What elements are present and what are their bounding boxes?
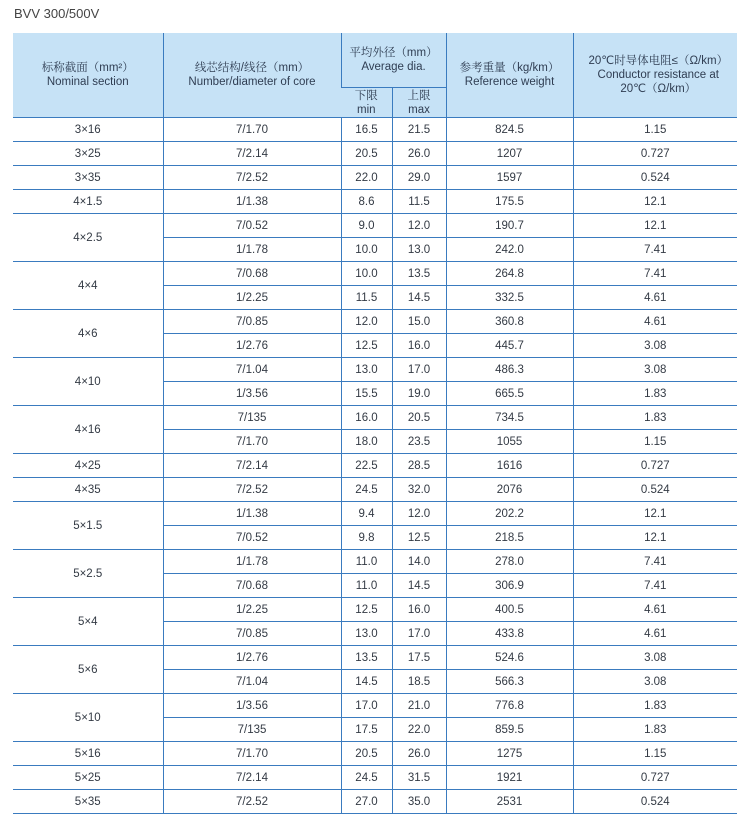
cell-weight: 306.9: [446, 574, 573, 598]
cell-max: 16.0: [392, 598, 446, 622]
cell-max: 13.5: [392, 262, 446, 286]
cell-resistance: 1.83: [573, 718, 737, 742]
cell-resistance: 1.83: [573, 406, 737, 430]
cell-max: 17.0: [392, 622, 446, 646]
table-row: [13, 742, 737, 766]
table-row: [13, 214, 737, 238]
table-row: [13, 454, 737, 478]
cell-weight: 218.5: [446, 526, 573, 550]
cell-min: 24.5: [341, 478, 392, 502]
cell-min: 11.5: [341, 286, 392, 310]
cell-core: 1/1.38: [163, 190, 341, 214]
cell-max: 35.0: [392, 790, 446, 814]
table-row: [13, 142, 737, 166]
cell-max: 14.5: [392, 574, 446, 598]
cell-core: 7/0.68: [163, 262, 341, 286]
cell-nominal-section: 4×2.5: [13, 214, 163, 262]
cell-core: 7/0.52: [163, 526, 341, 550]
cell-core: 1/3.56: [163, 382, 341, 406]
table-row: [13, 646, 737, 670]
cell-max: 22.0: [392, 718, 446, 742]
header-max-cn: 上限: [407, 89, 431, 102]
cell-resistance: 3.08: [573, 646, 737, 670]
cell-weight: 776.8: [446, 694, 573, 718]
cell-weight: 2531: [446, 790, 573, 814]
cell-min: 14.5: [341, 670, 392, 694]
header-resistance-en-2: 20℃（Ω/km）: [620, 83, 697, 95]
header-average-dia: [341, 33, 446, 88]
cell-resistance: 3.08: [573, 670, 737, 694]
cell-weight: 566.3: [446, 670, 573, 694]
cell-resistance: 7.41: [573, 262, 737, 286]
cell-max: 32.0: [392, 478, 446, 502]
cell-nominal-section: 4×35: [13, 478, 163, 502]
header-nominal-section-en: Nominal section: [46, 76, 129, 88]
cell-resistance: 1.83: [573, 382, 737, 406]
cell-nominal-section: 5×10: [13, 694, 163, 742]
header-max-en: max: [408, 103, 430, 116]
header-average-dia-cn: 平均外径（mm）: [349, 47, 438, 59]
cell-resistance: 3.08: [573, 358, 737, 382]
cell-min: 11.0: [341, 574, 392, 598]
cell-max: 12.5: [392, 526, 446, 550]
table-row: [13, 358, 737, 382]
header-conductor-resistance: [573, 33, 737, 118]
table-row: [13, 406, 737, 430]
cell-resistance: 4.61: [573, 286, 737, 310]
cell-weight: 1055: [446, 430, 573, 454]
cell-max: 21.5: [392, 118, 446, 142]
cell-resistance: 12.1: [573, 214, 737, 238]
cell-core: 7/1.70: [163, 430, 341, 454]
cell-core: 1/1.38: [163, 502, 341, 526]
cell-nominal-section: 5×25: [13, 766, 163, 790]
cell-nominal-section: 3×35: [13, 166, 163, 190]
cell-resistance: 12.1: [573, 502, 737, 526]
table-row: [13, 550, 737, 574]
table-row: [13, 478, 737, 502]
cell-max: 11.5: [392, 190, 446, 214]
cell-max: 31.5: [392, 766, 446, 790]
cell-max: 16.0: [392, 334, 446, 358]
header-core-cn: 线芯结构/线径（mm）: [194, 62, 310, 74]
cell-nominal-section: 5×2.5: [13, 550, 163, 598]
cell-resistance: 1.15: [573, 430, 737, 454]
cell-max: 20.5: [392, 406, 446, 430]
cell-resistance: 12.1: [573, 526, 737, 550]
cell-weight: 264.8: [446, 262, 573, 286]
cell-resistance: 0.524: [573, 790, 737, 814]
cell-weight: 278.0: [446, 550, 573, 574]
cell-min: 17.0: [341, 694, 392, 718]
cell-resistance: 7.41: [573, 574, 737, 598]
cell-min: 9.0: [341, 214, 392, 238]
cell-core: 1/2.25: [163, 286, 341, 310]
cell-min: 10.0: [341, 262, 392, 286]
cell-weight: 1616: [446, 454, 573, 478]
cell-resistance: 12.1: [573, 190, 737, 214]
table-row: [13, 310, 737, 334]
spec-table-body: [13, 118, 737, 814]
cell-resistance: 1.83: [573, 694, 737, 718]
cell-weight: 824.5: [446, 118, 573, 142]
header-resistance-en-1: Conductor resistance at: [597, 69, 719, 81]
table-row: [13, 694, 737, 718]
header-resistance-cn: 20℃时导体电阻≤（Ω/km）: [588, 55, 729, 67]
cell-core: 7/1.04: [163, 670, 341, 694]
cell-weight: 190.7: [446, 214, 573, 238]
cell-max: 26.0: [392, 742, 446, 766]
cell-weight: 433.8: [446, 622, 573, 646]
cell-min: 13.0: [341, 622, 392, 646]
cell-max: 23.5: [392, 430, 446, 454]
cell-min: 13.0: [341, 358, 392, 382]
cell-nominal-section: 4×16: [13, 406, 163, 454]
cell-min: 11.0: [341, 550, 392, 574]
cell-min: 16.5: [341, 118, 392, 142]
cell-resistance: 3.08: [573, 334, 737, 358]
cell-core: 1/1.78: [163, 550, 341, 574]
header-nominal-section-cn: 标称截面（mm²）: [41, 62, 134, 74]
cell-resistance: 0.727: [573, 142, 737, 166]
cell-weight: 734.5: [446, 406, 573, 430]
cell-min: 16.0: [341, 406, 392, 430]
cell-core: 7/2.14: [163, 766, 341, 790]
cell-nominal-section: 5×35: [13, 790, 163, 814]
cell-core: 7/0.85: [163, 622, 341, 646]
cell-core: 7/0.85: [163, 310, 341, 334]
cell-min: 24.5: [341, 766, 392, 790]
cell-max: 12.0: [392, 214, 446, 238]
cell-max: 28.5: [392, 454, 446, 478]
cell-core: 7/2.14: [163, 142, 341, 166]
header-average-dia-en: Average dia.: [361, 61, 426, 73]
table-row: [13, 766, 737, 790]
cell-resistance: 1.15: [573, 118, 737, 142]
cell-resistance: 1.15: [573, 742, 737, 766]
table-row: [13, 598, 737, 622]
cell-min: 9.8: [341, 526, 392, 550]
header-min-en: min: [356, 103, 376, 116]
cell-weight: 400.5: [446, 598, 573, 622]
cell-weight: 1275: [446, 742, 573, 766]
cell-core: 7/0.52: [163, 214, 341, 238]
cell-max: 29.0: [392, 166, 446, 190]
cell-nominal-section: 3×25: [13, 142, 163, 166]
table-row: [13, 502, 737, 526]
cell-core: 7/135: [163, 406, 341, 430]
cell-resistance: 0.524: [573, 478, 737, 502]
cell-core: 7/2.52: [163, 166, 341, 190]
cell-weight: 1597: [446, 166, 573, 190]
cell-resistance: 0.524: [573, 166, 737, 190]
cell-weight: 242.0: [446, 238, 573, 262]
cell-min: 17.5: [341, 718, 392, 742]
cell-nominal-section: 3×16: [13, 118, 163, 142]
cell-weight: 486.3: [446, 358, 573, 382]
cell-min: 27.0: [341, 790, 392, 814]
cell-max: 12.0: [392, 502, 446, 526]
cell-core: 7/0.68: [163, 574, 341, 598]
header-core: [163, 33, 341, 118]
header-min: [341, 88, 392, 118]
cell-resistance: 7.41: [573, 238, 737, 262]
cell-min: 12.5: [341, 334, 392, 358]
cell-nominal-section: 5×6: [13, 646, 163, 694]
header-reference-weight-en: Reference weight: [464, 76, 555, 88]
cell-max: 21.0: [392, 694, 446, 718]
cell-min: 20.5: [341, 742, 392, 766]
cell-weight: 175.5: [446, 190, 573, 214]
cell-max: 15.0: [392, 310, 446, 334]
cell-resistance: 4.61: [573, 622, 737, 646]
cell-core: 7/2.14: [163, 454, 341, 478]
cell-nominal-section: 5×16: [13, 742, 163, 766]
cell-weight: 1921: [446, 766, 573, 790]
cell-core: 1/2.25: [163, 598, 341, 622]
cell-core: 7/135: [163, 718, 341, 742]
cell-min: 12.5: [341, 598, 392, 622]
cell-core: 7/1.70: [163, 118, 341, 142]
header-reference-weight: [446, 33, 573, 118]
table-row: [13, 790, 737, 814]
document-title: BVV 300/500V: [14, 6, 100, 21]
cell-weight: 859.5: [446, 718, 573, 742]
cell-nominal-section: 5×1.5: [13, 502, 163, 550]
cell-min: 9.4: [341, 502, 392, 526]
cell-nominal-section: 5×4: [13, 598, 163, 646]
cell-core: 1/2.76: [163, 334, 341, 358]
cell-core: 1/3.56: [163, 694, 341, 718]
cell-min: 10.0: [341, 238, 392, 262]
cell-core: 7/2.52: [163, 478, 341, 502]
cell-weight: 332.5: [446, 286, 573, 310]
cell-min: 22.0: [341, 166, 392, 190]
header-reference-weight-cn: 参考重量（kg/km）: [459, 62, 560, 74]
cell-max: 18.5: [392, 670, 446, 694]
cell-weight: 445.7: [446, 334, 573, 358]
cell-min: 15.5: [341, 382, 392, 406]
cell-weight: 2076: [446, 478, 573, 502]
cell-min: 18.0: [341, 430, 392, 454]
cell-nominal-section: 4×1.5: [13, 190, 163, 214]
cell-min: 12.0: [341, 310, 392, 334]
cell-core: 7/1.70: [163, 742, 341, 766]
cell-max: 13.0: [392, 238, 446, 262]
cell-max: 14.5: [392, 286, 446, 310]
cell-min: 20.5: [341, 142, 392, 166]
table-row: [13, 118, 737, 142]
cell-max: 19.0: [392, 382, 446, 406]
table-row: [13, 190, 737, 214]
cell-min: 8.6: [341, 190, 392, 214]
cell-resistance: 4.61: [573, 598, 737, 622]
cell-min: 22.5: [341, 454, 392, 478]
cell-max: 26.0: [392, 142, 446, 166]
header-nominal-section: [13, 33, 163, 118]
header-max: [392, 88, 446, 118]
cell-nominal-section: 4×10: [13, 358, 163, 406]
cell-resistance: 7.41: [573, 550, 737, 574]
cell-weight: 1207: [446, 142, 573, 166]
cell-max: 14.0: [392, 550, 446, 574]
cell-max: 17.0: [392, 358, 446, 382]
cell-core: 7/2.52: [163, 790, 341, 814]
cell-nominal-section: 4×6: [13, 310, 163, 358]
cell-resistance: 0.727: [573, 766, 737, 790]
cell-core: 1/1.78: [163, 238, 341, 262]
cell-nominal-section: 4×25: [13, 454, 163, 478]
cell-weight: 202.2: [446, 502, 573, 526]
cell-resistance: 4.61: [573, 310, 737, 334]
cell-weight: 360.8: [446, 310, 573, 334]
cell-weight: 524.6: [446, 646, 573, 670]
header-min-cn: 下限: [354, 89, 378, 102]
cell-core: 7/1.04: [163, 358, 341, 382]
table-row: [13, 166, 737, 190]
cell-resistance: 0.727: [573, 454, 737, 478]
cell-min: 13.5: [341, 646, 392, 670]
cell-nominal-section: 4×4: [13, 262, 163, 310]
cell-weight: 665.5: [446, 382, 573, 406]
header-core-en: Number/diameter of core: [188, 76, 316, 88]
cell-core: 1/2.76: [163, 646, 341, 670]
cell-max: 17.5: [392, 646, 446, 670]
spec-table: [13, 33, 737, 814]
table-row: [13, 262, 737, 286]
